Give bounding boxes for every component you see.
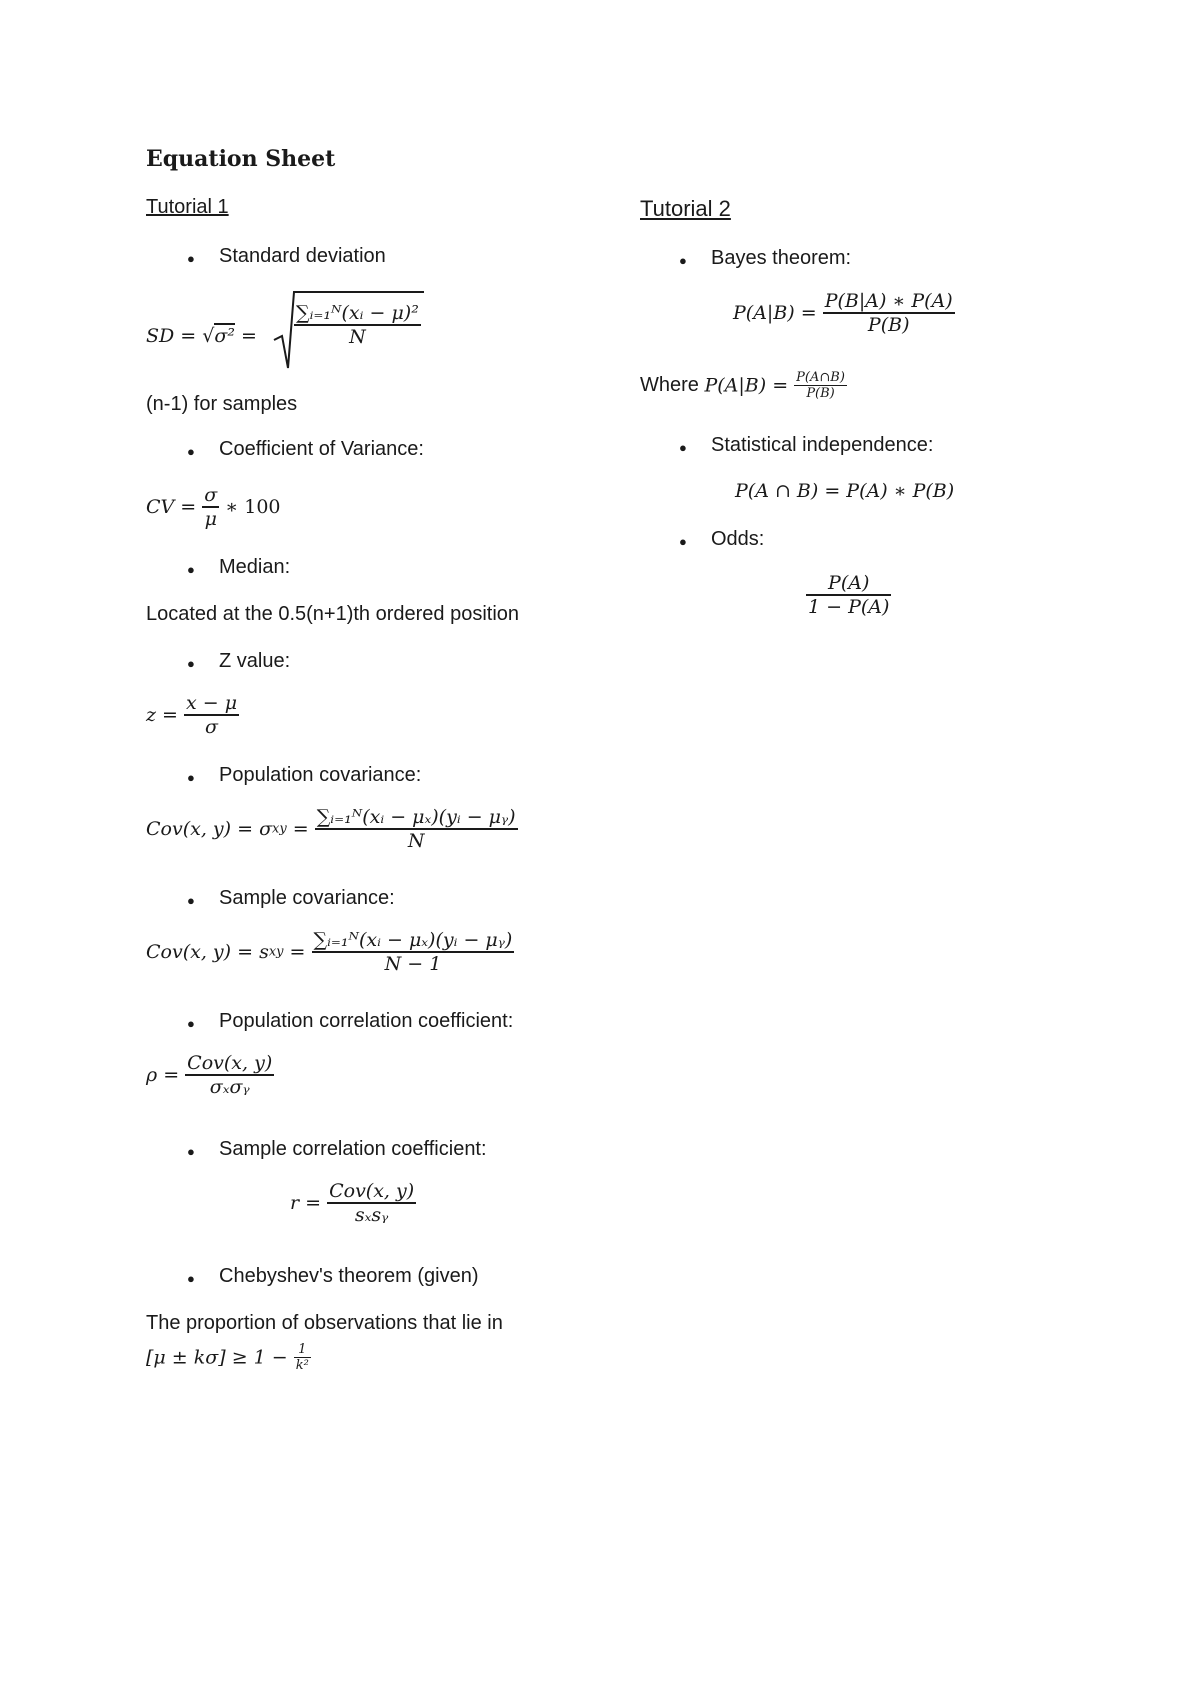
where-line: Where P(A|B) = $\frac{P(A\cap B)}{P(B)}$	[640, 370, 845, 401]
where-fraction: $\frac{P(A\cap B)}{P(B)}$	[796, 370, 845, 401]
bullet-icon: ●	[679, 440, 687, 455]
population-correlation-label: Population correlation coefficient:	[219, 1010, 514, 1032]
cv-fraction: $\frac{\sigma}{\mu}$	[204, 484, 218, 530]
population-covariance-formula: Cov(x, y) = σxy = $\frac{\text{∑ᵢ₌₁ᴺ(xᵢ − μₓ)(yᵢ − μᵧ)}}{N}$	[146, 806, 516, 852]
chebyshev-fraction: $\frac{1}{\text{k²}}$	[295, 1342, 309, 1373]
bullet-icon: ●	[187, 770, 195, 785]
bullet-icon: ●	[187, 1016, 195, 1031]
independence-formula: P(A ∩ B) = P(A) ∗ P(B)	[735, 480, 955, 502]
sqrt-icon: √	[202, 325, 215, 347]
sample-covariance-fraction: $\frac{\text{∑ᵢ₌₁ᴺ(xᵢ − μₓ)(yᵢ − μᵧ)}}{N - 1}$	[313, 929, 513, 975]
sd-fraction	[294, 302, 421, 348]
bullet-icon: ●	[187, 562, 195, 577]
odds-denominator: 1 − P(A)	[808, 596, 890, 618]
population-covariance-label: Population covariance:	[219, 764, 422, 786]
bullet-icon: ●	[187, 656, 195, 671]
z-fraction: $\frac{x - \mu}{\sigma}$	[186, 692, 238, 738]
median-text: Located at the 0.5(n+1)th ordered position	[146, 603, 520, 625]
bayes-label: Bayes theorem:	[711, 247, 852, 269]
bullet-icon: ●	[187, 1271, 195, 1286]
tutorial-1-heading: Tutorial 1	[146, 196, 229, 218]
z-formula: z = $\frac{x - \mu}{\sigma}$	[146, 692, 238, 738]
sample-correlation-fraction: $\frac{\text{Cov(x, y)}}{\text{sₓsᵧ}}$	[329, 1180, 415, 1226]
population-correlation-fraction: $\frac{\text{Cov(x, y)}}{\text{σₓσᵧ}}$	[187, 1052, 273, 1098]
bullet-icon: ●	[679, 534, 687, 549]
sd-numerator: ∑ᵢ₌₁ᴺ(xᵢ − μ)²	[296, 302, 419, 324]
sample-covariance-formula: Cov(x, y) = sxy = $\frac{\text{∑ᵢ₌₁ᴺ(xᵢ − μₓ)(yᵢ − μᵧ)}}{N - 1}$	[146, 929, 513, 975]
odds-label: Odds:	[711, 528, 765, 550]
chebyshev-formula: [μ ± kσ] ≥ 1 − $\frac{1}{\text{k²}}$	[146, 1342, 309, 1373]
tutorial-2-heading: Tutorial 2	[640, 196, 731, 221]
cv-label: Coefficient of Variance:	[219, 438, 424, 460]
chebyshev-text: The proportion of observations that lie in	[146, 1312, 503, 1334]
median-label: Median:	[219, 556, 291, 578]
z-value-label: Z value:	[219, 650, 291, 672]
chebyshev-label: Chebyshev's theorem (given)	[219, 1265, 479, 1287]
sd-formula-lhs: SD = √σ² =	[146, 325, 257, 347]
sample-covariance-label: Sample covariance:	[219, 887, 395, 909]
bullet-icon: ●	[679, 253, 687, 268]
standard-deviation-label: Standard deviation	[219, 245, 386, 267]
odds-numerator: P(A)	[806, 572, 891, 596]
bullet-icon: ●	[187, 251, 195, 266]
bayes-formula: P(A|B) = $\frac{P(B|A) ∗ P(A)}{P(B)}$	[733, 290, 953, 336]
sample-correlation-formula: r = $\frac{\text{Cov(x, y)}}{\text{sₓsᵧ}}$	[290, 1180, 415, 1226]
population-correlation-formula: ρ = $\frac{\text{Cov(x, y)}}{\text{σₓσᵧ}}$	[146, 1052, 273, 1098]
bayes-fraction: $\frac{P(B|A) ∗ P(A)}{P(B)}$	[824, 290, 953, 336]
page-title: Equation Sheet	[146, 146, 336, 172]
bullet-icon: ●	[187, 444, 195, 459]
cv-formula: CV = $\frac{\sigma}{\mu}$ ∗ 100	[146, 484, 281, 530]
population-covariance-fraction: $\frac{\text{∑ᵢ₌₁ᴺ(xᵢ − μₓ)(yᵢ − μᵧ)}}{N}$	[316, 806, 516, 852]
sd-denominator: N	[349, 326, 366, 348]
odds-fraction	[806, 572, 891, 618]
bullet-icon: ●	[187, 1144, 195, 1159]
bullet-icon: ●	[187, 893, 195, 908]
n-minus-1-note: (n-1) for samples	[146, 393, 298, 415]
sample-correlation-label: Sample correlation coefficient:	[219, 1138, 487, 1160]
independence-label: Statistical independence:	[711, 434, 934, 456]
